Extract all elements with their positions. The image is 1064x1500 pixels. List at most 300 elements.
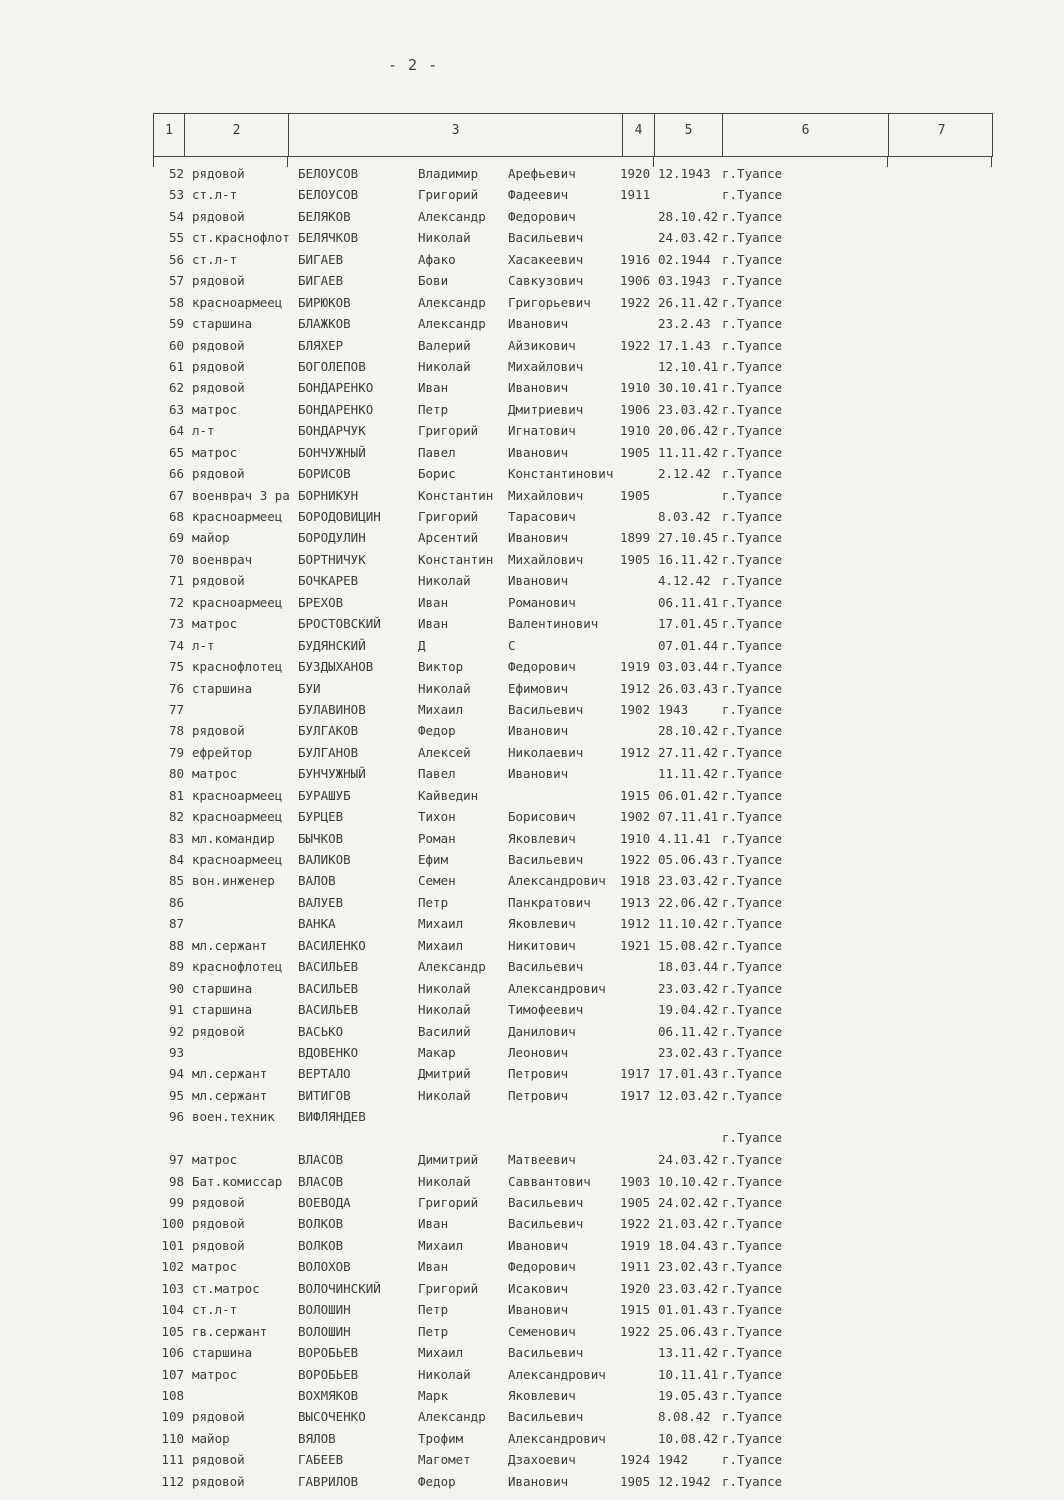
record-surname: БУНЧУЖНЫЙ — [298, 766, 366, 782]
record-number: 82 — [168, 809, 184, 825]
record-rank: ст.матрос — [192, 1280, 260, 1296]
record-patronymic: Васильевич — [508, 1216, 584, 1232]
record-birth-year: 1903 — [620, 1173, 651, 1189]
record-number: 84 — [168, 852, 184, 867]
record-patronymic: Иванович — [508, 1302, 569, 1318]
record-surname: ВОРОБЬЕВ — [298, 1345, 359, 1361]
record-rank: рядовой — [192, 1195, 245, 1211]
record-list — [0, 164, 1064, 1493]
record-first-name: Петр — [418, 401, 449, 417]
record-number: 97 — [168, 1152, 184, 1168]
record-first-name: Григорий — [418, 423, 479, 439]
record-death-date: 20.06.42 — [658, 423, 719, 439]
record-burial-place: г.Туапсе — [722, 894, 783, 910]
record-number: 55 — [168, 230, 184, 246]
record-number: 100 — [161, 1216, 184, 1232]
record-rank: ст.л-т — [192, 1302, 238, 1318]
record-birth-year: 1912 — [620, 916, 651, 932]
record-patronymic: Дмитриевич — [508, 401, 584, 417]
record-burial-place: г.Туапсе — [722, 358, 783, 374]
record-surname: БОРТНИЧУК — [298, 551, 366, 567]
record-burial-place: г.Туапсе — [722, 1409, 783, 1425]
record-birth-year: 1922 — [620, 337, 651, 353]
record-first-name: Николай — [418, 1087, 471, 1103]
record-number: 76 — [168, 680, 184, 696]
header-col-3: 3 — [288, 114, 622, 156]
record-surname: ГАВРИЛОВ — [298, 1473, 359, 1489]
record-death-date: 2.12.42 — [658, 466, 711, 482]
record-death-date: 30.10.41 — [658, 380, 719, 396]
record-patronymic: Иванович — [508, 573, 569, 589]
record-birth-year: 1920 — [620, 1280, 651, 1296]
record-surname: ВЛАСОВ — [298, 1173, 344, 1189]
record-number: 106 — [161, 1345, 184, 1361]
record-number: 58 — [168, 294, 184, 310]
record-rank: старшина — [192, 1002, 253, 1018]
record-first-name: Павел — [418, 444, 456, 460]
record-burial-place: г.Туапсе — [722, 316, 783, 332]
record-birth-year: 1910 — [620, 830, 651, 846]
record-first-name: Николай — [418, 230, 471, 246]
record-death-date: 11.11.42 — [658, 444, 719, 460]
record-birth-year: 1913 — [620, 894, 651, 910]
header-col-6: 6 — [722, 114, 888, 156]
record-rank: мл.сержант — [192, 1087, 268, 1103]
record-patronymic: Иванович — [508, 380, 569, 396]
record-rank: мл.сержант — [192, 1066, 268, 1082]
table-row — [0, 764, 1064, 785]
record-number: 60 — [168, 337, 184, 353]
record-death-date: 07.11.41 — [658, 809, 719, 825]
record-rank: краснофлотец — [192, 659, 283, 675]
record-patronymic: Валентинович — [508, 616, 599, 632]
record-death-date: 22.06.42 — [658, 894, 719, 910]
record-death-date: 12.1942 — [658, 1473, 711, 1489]
record-patronymic: Иванович — [508, 444, 569, 460]
record-death-date: 4.12.42 — [658, 573, 711, 589]
record-first-name: Александр — [418, 316, 486, 332]
record-patronymic: Тимофеевич — [508, 1002, 584, 1018]
record-death-date: 03.1943 — [658, 273, 711, 289]
record-surname: ВОЛОШИН — [298, 1302, 351, 1318]
record-patronymic: Данилович — [508, 1023, 576, 1039]
record-burial-place: г.Туапсе — [722, 852, 783, 867]
record-number: 104 — [161, 1302, 184, 1318]
record-number: 78 — [168, 723, 184, 739]
record-first-name: Иван — [418, 1259, 449, 1275]
record-surname: ВОЛКОВ — [298, 1237, 344, 1253]
record-number: 53 — [168, 187, 184, 203]
record-burial-place: г.Туапсе — [722, 873, 783, 889]
record-number: 62 — [168, 380, 184, 396]
record-burial-place: г.Туапсе — [722, 401, 783, 417]
table-row — [0, 528, 1064, 549]
record-rank: мл.сержант — [192, 937, 268, 953]
record-rank: рядовой — [192, 208, 245, 224]
record-death-date: 05.06.43 — [658, 852, 719, 867]
record-patronymic: Тарасович — [508, 509, 576, 524]
record-number: 56 — [168, 251, 184, 267]
record-death-date: 18.03.44 — [658, 959, 719, 975]
record-burial-place: г.Туапсе — [722, 680, 783, 696]
record-patronymic: Иванович — [508, 723, 569, 739]
record-first-name: Борис — [418, 466, 456, 482]
record-death-date: 1943 — [658, 701, 689, 717]
table-row — [0, 378, 1064, 399]
record-patronymic: Александрович — [508, 1430, 606, 1446]
record-burial-place: г.Туапсе — [722, 1452, 783, 1468]
record-first-name: Константин — [418, 551, 494, 567]
record-first-name: Григорий — [418, 509, 479, 524]
record-rank: старшина — [192, 316, 253, 332]
record-surname: БЛАЖКОВ — [298, 316, 351, 332]
record-first-name: Григорий — [418, 1195, 479, 1211]
record-number: 85 — [168, 873, 184, 889]
record-burial-place: г.Туапсе — [722, 444, 783, 460]
record-number: 93 — [168, 1044, 184, 1060]
record-surname: БОРНИКУН — [298, 487, 359, 503]
record-first-name: Афако — [418, 251, 456, 267]
record-number: 65 — [168, 444, 184, 460]
record-first-name: Михаил — [418, 701, 464, 717]
record-rank: красноармеец — [192, 509, 283, 524]
record-death-date: 01.01.43 — [658, 1302, 719, 1318]
record-surname: БРЕХОВ — [298, 594, 344, 610]
record-burial-place: г.Туапсе — [722, 1002, 783, 1018]
record-burial-place: г.Туапсе — [722, 1366, 783, 1382]
record-birth-year: 1905 — [620, 551, 651, 567]
table-row — [0, 1107, 1064, 1150]
record-rank: рядовой — [192, 1473, 245, 1489]
record-rank: старшина — [192, 980, 253, 996]
record-death-date: 8.08.42 — [658, 1409, 711, 1425]
record-number: 112 — [161, 1473, 184, 1489]
record-death-date: 23.02.43 — [658, 1044, 719, 1060]
record-burial-place: г.Туапсе — [722, 1023, 783, 1039]
record-surname: БОРИСОВ — [298, 466, 351, 482]
record-patronymic: Михайлович — [508, 487, 584, 503]
record-surname: БУЛГАКОВ — [298, 723, 359, 739]
record-death-date: 17.01.43 — [658, 1066, 719, 1082]
record-burial-place: г.Туапсе — [722, 1195, 783, 1211]
record-rank: красноармеец — [192, 787, 283, 803]
record-death-date: 23.03.42 — [658, 873, 719, 889]
record-burial-place: г.Туапсе — [722, 380, 783, 396]
table-row — [0, 1300, 1064, 1321]
record-number: 110 — [161, 1430, 184, 1446]
record-surname: БОНДАРЕНКО — [298, 380, 374, 396]
record-burial-place: г.Туапсе — [722, 1087, 783, 1103]
record-rank: военврач — [192, 551, 253, 567]
record-surname: БУИ — [298, 680, 321, 696]
record-surname: ВОЛОЧИНСКИЙ — [298, 1280, 381, 1296]
record-number: 70 — [168, 551, 184, 567]
record-burial-place: г.Туапсе — [722, 1280, 783, 1296]
record-rank: матрос — [192, 1366, 238, 1382]
table-row — [0, 850, 1064, 871]
record-birth-year: 1899 — [620, 530, 651, 546]
record-rank: рядовой — [192, 573, 245, 589]
record-patronymic: Савкузович — [508, 273, 584, 289]
record-death-date: 1942 — [658, 1452, 689, 1468]
record-number: 96 — [168, 1109, 184, 1125]
record-death-date: 23.03.42 — [658, 401, 719, 417]
record-first-name: Михаил — [418, 1345, 464, 1361]
record-number: 71 — [168, 573, 184, 589]
record-patronymic: Иванович — [508, 1473, 569, 1489]
record-rank: рядовой — [192, 723, 245, 739]
record-number: 109 — [161, 1409, 184, 1425]
record-burial-place: г.Туапсе — [722, 1323, 783, 1339]
record-rank: старшина — [192, 1345, 253, 1361]
record-patronymic: Михайлович — [508, 551, 584, 567]
table-row — [0, 550, 1064, 571]
record-surname: БИГАЕВ — [298, 273, 344, 289]
table-row — [0, 1365, 1064, 1386]
header-col-7: 7 — [888, 114, 994, 156]
record-burial-place: г.Туапсе — [722, 1066, 783, 1082]
record-burial-place: г.Туапсе — [722, 294, 783, 310]
header-col-2: 2 — [184, 114, 288, 156]
record-surname: БЕЛОУСОВ — [298, 166, 359, 181]
record-surname: БРОСТОВСКИЙ — [298, 616, 381, 632]
table-row — [0, 336, 1064, 357]
record-birth-year: 1912 — [620, 680, 651, 696]
record-patronymic: Яковлевич — [508, 830, 576, 846]
record-birth-year: 1922 — [620, 294, 651, 310]
record-patronymic: Александрович — [508, 980, 606, 996]
record-rank: л-т — [192, 637, 215, 653]
record-surname: ВАЛУЕВ — [298, 894, 344, 910]
record-surname: БОНДАРЕНКО — [298, 401, 374, 417]
record-number: 101 — [161, 1237, 184, 1253]
record-birth-year: 1922 — [620, 852, 651, 867]
record-birth-year: 1916 — [620, 251, 651, 267]
record-patronymic: Федорович — [508, 1259, 576, 1275]
record-number: 80 — [168, 766, 184, 782]
record-death-date: 02.1944 — [658, 251, 711, 267]
record-burial-place: г.Туапсе — [722, 937, 783, 953]
record-number: 103 — [161, 1280, 184, 1296]
record-rank: ст.л-т — [192, 251, 238, 267]
record-birth-year: 1906 — [620, 401, 651, 417]
table-row — [0, 1386, 1064, 1407]
record-surname: ВОРОБЬЕВ — [298, 1366, 359, 1382]
record-burial-place: г.Туапсе — [722, 551, 783, 567]
record-number: 102 — [161, 1259, 184, 1275]
record-first-name: Иван — [418, 1216, 449, 1232]
record-rank: рядовой — [192, 1216, 245, 1232]
record-rank: рядовой — [192, 166, 245, 181]
table-row — [0, 1000, 1064, 1021]
record-number: 99 — [168, 1195, 184, 1211]
record-number: 95 — [168, 1087, 184, 1103]
record-burial-place: г.Туапсе — [722, 273, 783, 289]
table-row — [0, 185, 1064, 206]
record-birth-year: 1911 — [620, 187, 651, 203]
record-death-date: 10.10.42 — [658, 1173, 719, 1189]
record-first-name: Макар — [418, 1044, 456, 1060]
record-death-date: 28.10.42 — [658, 723, 719, 739]
record-death-date: 07.01.44 — [658, 637, 719, 653]
record-surname: ВЫСОЧЕНКО — [298, 1409, 366, 1425]
record-patronymic: Яковлевич — [508, 1387, 576, 1403]
record-rank: гв.сержант — [192, 1323, 268, 1339]
record-patronymic: Петрович — [508, 1087, 569, 1103]
record-death-date: 25.06.43 — [658, 1323, 719, 1339]
table-row — [0, 1450, 1064, 1471]
record-surname: БЛЯХЕР — [298, 337, 344, 353]
record-burial-place: г.Туапсе — [722, 1237, 783, 1253]
record-first-name: Федор — [418, 723, 456, 739]
table-row — [0, 893, 1064, 914]
record-death-date: 23.03.42 — [658, 1280, 719, 1296]
record-surname: ВОЕВОДА — [298, 1195, 351, 1211]
record-patronymic: Саввантович — [508, 1173, 591, 1189]
record-burial-place: г.Туапсе — [722, 466, 783, 482]
record-rank: рядовой — [192, 1023, 245, 1039]
record-burial-place: г.Туапсе — [722, 1216, 783, 1232]
record-number: 98 — [168, 1173, 184, 1189]
record-number: 52 — [168, 166, 184, 181]
record-patronymic: Васильевич — [508, 959, 584, 975]
record-death-date: 11.10.42 — [658, 916, 719, 932]
record-first-name: Александр — [418, 1409, 486, 1425]
record-rank: рядовой — [192, 466, 245, 482]
record-birth-year: 1917 — [620, 1087, 651, 1103]
record-birth-year: 1924 — [620, 1452, 651, 1468]
record-patronymic: Матвеевич — [508, 1152, 576, 1168]
record-patronymic: С — [508, 637, 516, 653]
record-first-name: Николай — [418, 980, 471, 996]
record-patronymic: Васильевич — [508, 701, 584, 717]
record-number: 86 — [168, 894, 184, 910]
record-first-name: Петр — [418, 1302, 449, 1318]
record-patronymic: Семенович — [508, 1323, 576, 1339]
record-death-date: 24.03.42 — [658, 230, 719, 246]
record-number: 72 — [168, 594, 184, 610]
record-death-date: 11.11.42 — [658, 766, 719, 782]
table-row — [0, 914, 1064, 935]
record-first-name: Алексей — [418, 744, 471, 760]
record-number: 79 — [168, 744, 184, 760]
record-first-name: Александр — [418, 208, 486, 224]
record-burial-place: г.Туапсе — [722, 787, 783, 803]
record-rank: рядовой — [192, 337, 245, 353]
record-first-name: Магомет — [418, 1452, 471, 1468]
record-death-date: 23.03.42 — [658, 980, 719, 996]
record-death-date: 06.01.42 — [658, 787, 719, 803]
record-rank: рядовой — [192, 1237, 245, 1253]
table-row — [0, 400, 1064, 421]
record-first-name: Д — [418, 637, 426, 653]
record-rank: Бат.комиссар — [192, 1173, 283, 1189]
record-burial-place: г.Туапсе — [722, 423, 783, 439]
record-number: 73 — [168, 616, 184, 632]
record-number: 83 — [168, 830, 184, 846]
record-birth-year: 1911 — [620, 1259, 651, 1275]
record-first-name: Валерий — [418, 337, 471, 353]
record-surname: ВИТИГОВ — [298, 1087, 351, 1103]
record-number: 111 — [161, 1452, 184, 1468]
record-surname: ВАЛИКОВ — [298, 852, 351, 867]
record-surname: ВАЛОВ — [298, 873, 336, 889]
record-surname: ВЛАСОВ — [298, 1152, 344, 1168]
record-burial-place: г.Туапсе — [722, 166, 783, 181]
table-row — [0, 979, 1064, 1000]
record-burial-place: г.Туапсе — [722, 830, 783, 846]
record-surname: ВАСИЛЬЕВ — [298, 1002, 359, 1018]
record-burial-place: г.Туапсе — [722, 530, 783, 546]
record-rank: воен.техник — [192, 1109, 275, 1125]
record-number: 59 — [168, 316, 184, 332]
record-burial-place: г.Туапсе — [722, 1387, 783, 1403]
record-patronymic: Леонович — [508, 1044, 569, 1060]
record-rank: майор — [192, 530, 230, 546]
table-row — [0, 1022, 1064, 1043]
record-number: 61 — [168, 358, 184, 374]
record-surname: ВАСЬКО — [298, 1023, 344, 1039]
record-surname: БИРЮКОВ — [298, 294, 351, 310]
record-patronymic: Ефимович — [508, 680, 569, 696]
table-row — [0, 1343, 1064, 1364]
record-rank: матрос — [192, 401, 238, 417]
record-surname: БОНДАРЧУК — [298, 423, 366, 439]
record-burial-place: г.Туапсе — [722, 337, 783, 353]
record-surname: БИГАЕВ — [298, 251, 344, 267]
record-death-date: 18.04.43 — [658, 1237, 719, 1253]
record-surname: БУРЦЕВ — [298, 809, 344, 825]
record-burial-place: г.Туапсе — [722, 659, 783, 675]
record-first-name: Александр — [418, 959, 486, 975]
record-surname: ВДОВЕНКО — [298, 1044, 359, 1060]
record-death-date: 17.01.45 — [658, 616, 719, 632]
record-rank: ефрейтор — [192, 744, 253, 760]
record-birth-year: 1905 — [620, 487, 651, 503]
record-burial-place: г.Туапсе — [722, 701, 783, 717]
record-number: 77 — [168, 701, 184, 717]
record-burial-place: г.Туапсе — [722, 1152, 783, 1168]
record-rank: матрос — [192, 1259, 238, 1275]
record-rank: ст.л-т — [192, 187, 238, 203]
record-birth-year: 1910 — [620, 423, 651, 439]
record-patronymic: Хасакеевич — [508, 251, 584, 267]
record-rank: л-т — [192, 423, 215, 439]
record-death-date: 23.2.43 — [658, 316, 711, 332]
record-rank: ст.краснофлот — [192, 230, 290, 246]
record-first-name: Григорий — [418, 187, 479, 203]
record-first-name: Арсентий — [418, 530, 479, 546]
record-first-name: Михаил — [418, 937, 464, 953]
record-death-date: 28.10.42 — [658, 208, 719, 224]
record-patronymic: Александрович — [508, 873, 606, 889]
record-patronymic: Васильевич — [508, 852, 584, 867]
record-surname: ГАБЕЕВ — [298, 1452, 344, 1468]
record-number: 105 — [161, 1323, 184, 1339]
record-patronymic: Николаевич — [508, 744, 584, 760]
record-death-date: 19.04.42 — [658, 1002, 719, 1018]
table-row — [0, 1043, 1064, 1064]
table-row — [0, 571, 1064, 592]
record-number: 87 — [168, 916, 184, 932]
table-row — [0, 443, 1064, 464]
record-rank: матрос — [192, 616, 238, 632]
record-rank: рядовой — [192, 358, 245, 374]
record-birth-year: 1922 — [620, 1323, 651, 1339]
record-first-name: Павел — [418, 766, 456, 782]
record-burial-place: г.Туапсе — [722, 1302, 783, 1318]
table-row — [0, 421, 1064, 442]
